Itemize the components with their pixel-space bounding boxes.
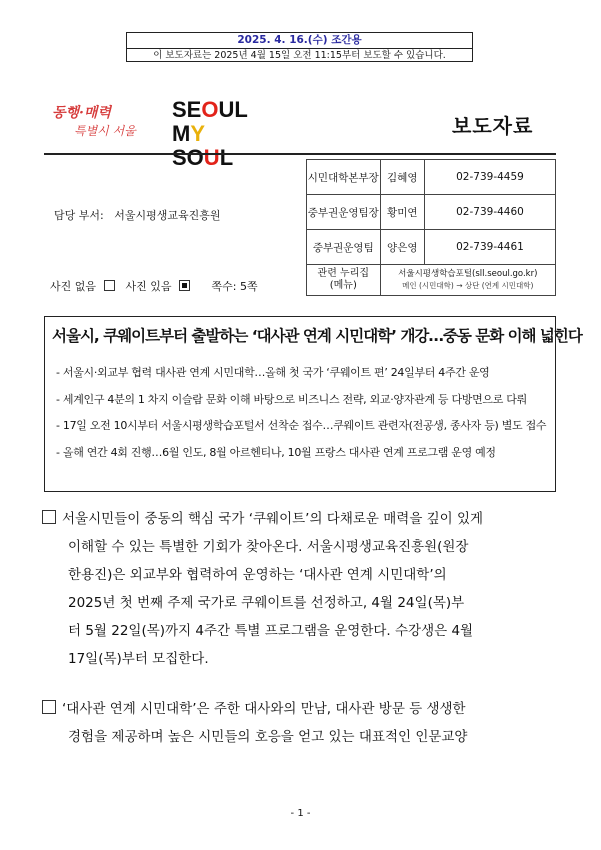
contact-role: 중부권운영팀장 (307, 195, 381, 230)
slogan-line2: 특별시 서울 (74, 124, 136, 138)
summary-bullet: - 17일 오전 10시부터 서울시평생학습포털서 선착순 접수…쿠웨이트 관련자(전공생, 종사자 등) 별도 접수 (56, 419, 547, 432)
contact-phone: 02-739-4460 (424, 195, 555, 230)
embargo-notice: 이 보도자료는 2025년 4월 15일 오전 11:15부터 보도할 수 있습니다. (153, 50, 446, 61)
related-site-row (307, 265, 556, 296)
contact-row (307, 195, 556, 230)
paragraph-line: 17일(목)부터 모집한다. (68, 651, 209, 667)
paragraph-line: 한용진)은 외교부와 협력하여 운영하는 ‘대사관 연계 시민대학’의 (68, 567, 447, 583)
seoul-my-soul-logo (172, 97, 248, 170)
embargo-box (126, 32, 473, 62)
related-site-value (380, 265, 555, 296)
paragraph-line: ‘대사관 연계 시민대학’은 주한 대사와의 만남, 대사관 방문 등 생생한 (62, 701, 466, 717)
headline: 서울시, 쿠웨이트부터 출발하는 ‘대사관 연계 시민대학’ 개강…중동 문화 이해 넓힌다 (52, 327, 582, 345)
summary-bullet: - 올해 연간 4회 진행…6월 인도, 8월 아르헨티나, 10월 프랑스 대사관 연계 프로그램 운영 예정 (56, 445, 496, 459)
body-text (42, 505, 562, 751)
bullet-square-icon (42, 510, 56, 524)
contact-table (306, 159, 556, 296)
no-photo-label: 사진 없음 (50, 280, 97, 293)
contact-name: 양은영 (380, 230, 424, 265)
paragraph-1 (42, 505, 562, 673)
page-number: - 1 - (290, 808, 311, 819)
empty-checkbox-icon (104, 280, 115, 291)
contact-row (307, 160, 556, 195)
seoul-wordmark: SEOUL (172, 97, 248, 122)
bullet-square-icon (42, 700, 56, 714)
summary-bullets (56, 360, 556, 466)
related-site-label2: (메뉴) (329, 280, 357, 291)
contact-role: 중부권운영팀 (307, 230, 381, 265)
contact-phone: 02-739-4461 (424, 230, 555, 265)
page-count: 쪽수: 5쪽 (211, 280, 258, 293)
paragraph-line: 서울시민들이 중동의 핵심 국가 ‘쿠웨이트’의 다채로운 매력을 깊이 있게 (62, 511, 484, 527)
contact-name: 황미연 (380, 195, 424, 230)
mysoul-wordmark: MY SOUL (172, 121, 234, 170)
seoul-slogan-logo (52, 102, 142, 146)
related-site-label1: 관련 누리집 (317, 268, 370, 279)
paragraph-line: 2025년 첫 번째 주제 국가로 쿠웨이트를 선정하고, 4월 24일(목)부 (68, 595, 465, 611)
summary-bullet: - 서울시·외교부 협력 대사관 연계 시민대학…올해 첫 국가 ‘쿠웨이트 편’ 24일부터 4주간 운영 (56, 366, 490, 379)
release-title: 보도자료 (452, 114, 534, 138)
has-photo-label: 사진 있음 (125, 280, 172, 293)
contact-name: 김혜영 (380, 160, 424, 195)
department-label: 담당 부서: (54, 209, 104, 222)
related-site-menu: 메인 (시민대학) → 상단 (연계 시민대학) (402, 281, 534, 290)
header-divider (44, 153, 556, 155)
photo-info (50, 278, 258, 294)
paragraph-line: 터 5월 22일(목)까지 4주간 특별 프로그램을 운영한다. 수강생은 4월 (68, 623, 474, 639)
related-site-label (307, 265, 381, 296)
paragraph-2 (42, 695, 562, 751)
department-info (54, 207, 220, 223)
paragraph-line: 경험을 제공하며 높은 시민들의 호응을 얻고 있는 대표적인 인문교양 (68, 729, 468, 745)
embargo-date: 2025. 4. 16.(수) 조간용 (127, 33, 472, 49)
slogan-line1: 동행·매력 (52, 105, 111, 121)
filled-checkbox-icon (179, 280, 190, 291)
related-site-url[interactable]: 서울시평생학습포털(sll.seoul.go.kr) (398, 269, 538, 279)
summary-bullet: - 세계인구 4분의 1 차지 이슬람 문화 이해 바탕으로 비즈니스 전략, 외교·양자관계 등 다방면으로 다뤄 (56, 392, 527, 406)
contact-role: 시민대학본부장 (307, 160, 381, 195)
department-value: 서울시평생교육진흥원 (114, 209, 221, 222)
contact-row (307, 230, 556, 265)
paragraph-line: 이해할 수 있는 특별한 기회가 찾아온다. 서울시평생교육진흥원(원장 (68, 539, 469, 555)
contact-phone: 02-739-4459 (424, 160, 555, 195)
